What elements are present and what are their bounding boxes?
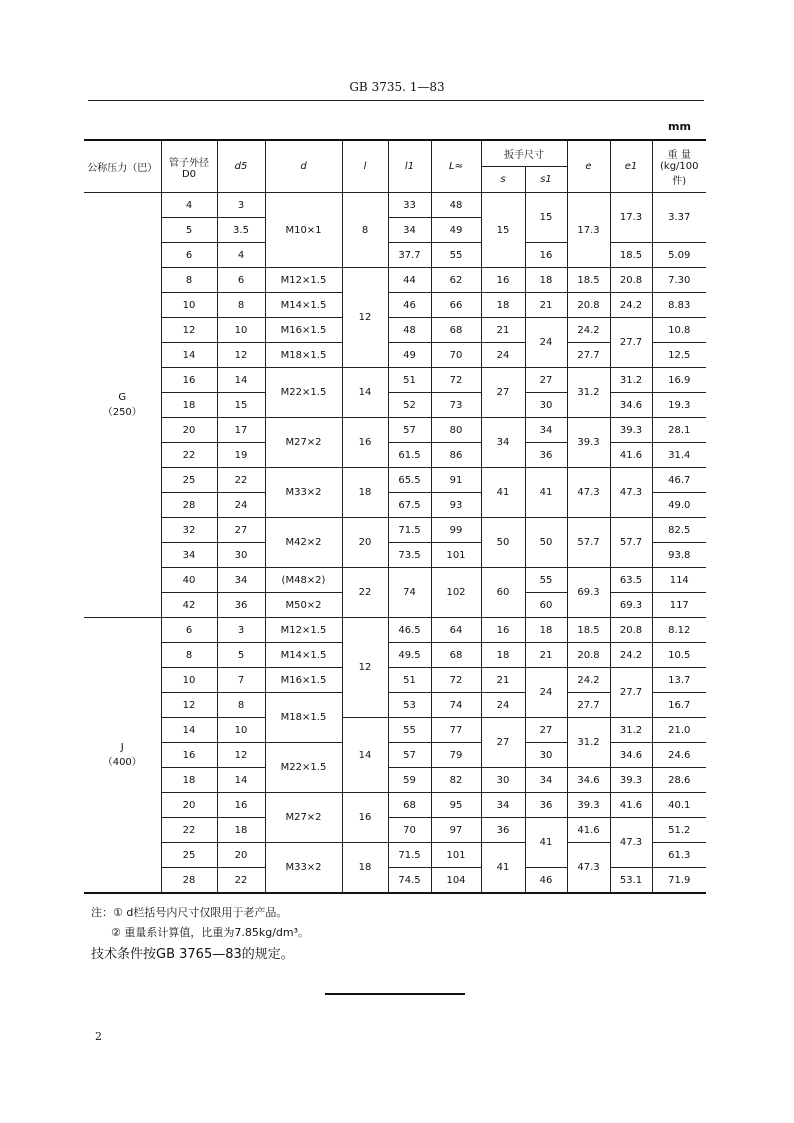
table-cell: 18 (161, 768, 217, 793)
table-cell: 8 (217, 693, 265, 718)
table-cell: 27 (217, 518, 265, 543)
table-cell: 22 (342, 568, 388, 618)
table-cell: 97 (431, 818, 481, 843)
cell-L: 48 (431, 193, 481, 218)
table-cell: 34.6 (567, 768, 610, 793)
table-cell: 31.4 (652, 443, 706, 468)
table-cell: 27.7 (567, 343, 610, 368)
table-cell: 86 (431, 443, 481, 468)
table-cell: 39.3 (567, 418, 610, 468)
table-cell: 42 (161, 593, 217, 618)
table-cell: 24 (481, 693, 525, 718)
table-cell: 48 (388, 318, 431, 343)
table-cell: 46 (388, 293, 431, 318)
table-cell: 8 (161, 643, 217, 668)
table-row (84, 443, 706, 468)
table-row (84, 643, 706, 668)
table-cell: 14 (342, 718, 388, 793)
table-cell: 27 (481, 718, 525, 768)
table-cell: 25 (161, 843, 217, 868)
table-cell: 15 (217, 393, 265, 418)
table-cell: 41.6 (567, 818, 610, 843)
table-cell: 51.2 (652, 818, 706, 843)
table-cell: 55 (525, 568, 567, 593)
table-cell: 67.5 (388, 493, 431, 518)
table-cell: 27 (525, 368, 567, 393)
table-cell: 57.7 (567, 518, 610, 568)
table-cell: 34.6 (610, 393, 652, 418)
table-row (84, 368, 706, 393)
table-cell: 18 (217, 818, 265, 843)
table-cell: 46.5 (388, 618, 431, 643)
table-cell: 82.5 (652, 518, 706, 543)
table-cell: 68 (388, 793, 431, 818)
table-cell: 32 (161, 518, 217, 543)
table-cell: 49.0 (652, 493, 706, 518)
table-cell: 21 (481, 668, 525, 693)
table-cell: 73.5 (388, 543, 431, 568)
table-cell: 37.7 (388, 243, 431, 268)
table-cell: 31.2 (610, 368, 652, 393)
table-cell: 20 (161, 793, 217, 818)
table-cell: 3 (217, 618, 265, 643)
cell-od: 4 (161, 193, 217, 218)
table-row (84, 668, 706, 693)
table-cell: 18 (342, 843, 388, 894)
table-cell: 69.3 (610, 593, 652, 618)
table-cell: 114 (652, 568, 706, 593)
table-cell: 104 (431, 868, 481, 894)
table-cell: 18 (161, 393, 217, 418)
table-cell: 80 (431, 418, 481, 443)
group-g: G （250） (84, 193, 161, 618)
table-cell: 18 (525, 268, 567, 293)
table-cell: 71.9 (652, 868, 706, 894)
col-l: l (342, 140, 388, 193)
table-cell: 41.6 (610, 443, 652, 468)
table-cell: M12×1.5 (265, 268, 342, 293)
table-cell: 39.3 (567, 793, 610, 818)
table-cell: 24.2 (567, 318, 610, 343)
table-cell: 36 (525, 443, 567, 468)
table-cell: 31.2 (567, 718, 610, 768)
group-j: J （400） (84, 618, 161, 894)
table-cell: M27×2 (265, 793, 342, 843)
col-s1: s1 (525, 167, 567, 193)
table-cell: 5.09 (652, 243, 706, 268)
table-cell: 72 (431, 668, 481, 693)
cell-weight: 3.37 (652, 193, 706, 243)
table-cell: 47.3 (610, 468, 652, 518)
table-cell: 8 (217, 293, 265, 318)
table-cell: M42×2 (265, 518, 342, 568)
table-cell: 17 (217, 418, 265, 443)
table-cell: 55 (431, 243, 481, 268)
table-row (84, 793, 706, 818)
unit-label: mm (668, 120, 691, 133)
table-cell: 24.6 (652, 743, 706, 768)
table-cell: 52 (388, 393, 431, 418)
table-cell: 46.7 (652, 468, 706, 493)
col-d5: d5 (217, 140, 265, 193)
table-cell: 10 (217, 718, 265, 743)
table-cell: 8 (161, 268, 217, 293)
end-rule (325, 993, 465, 995)
table-row (84, 318, 706, 343)
table-row (84, 193, 706, 218)
table-cell: 16.9 (652, 368, 706, 393)
table-cell: 10.8 (652, 318, 706, 343)
table-cell: 99 (431, 518, 481, 543)
table-cell: 20.8 (610, 268, 652, 293)
table-cell: 34 (525, 768, 567, 793)
table-row (84, 818, 706, 843)
table-cell: 34 (217, 568, 265, 593)
table-cell: 39.3 (610, 418, 652, 443)
table-cell: 18.5 (610, 243, 652, 268)
table-cell: M14×1.5 (265, 643, 342, 668)
table-cell: 19.3 (652, 393, 706, 418)
spec-table (84, 139, 706, 894)
table-cell: 79 (431, 743, 481, 768)
table-cell: 60 (525, 593, 567, 618)
table-cell: M18×1.5 (265, 343, 342, 368)
col-e1: e1 (610, 140, 652, 193)
table-cell: 16 (481, 268, 525, 293)
table-cell: 49.5 (388, 643, 431, 668)
table-row (84, 868, 706, 894)
col-od: 管子外径 D0 (161, 140, 217, 193)
cell-s: 15 (481, 193, 525, 268)
table-cell: M22×1.5 (265, 368, 342, 418)
table-cell: 6 (161, 618, 217, 643)
table-cell: 66 (431, 293, 481, 318)
table-cell: 20 (342, 518, 388, 568)
table-cell: 28 (161, 868, 217, 894)
table-cell: 101 (431, 543, 481, 568)
table-cell: 18.5 (567, 268, 610, 293)
col-l1: l1 (388, 140, 431, 193)
table-cell: M16×1.5 (265, 318, 342, 343)
col-L: L≈ (431, 140, 481, 193)
table-cell: M16×1.5 (265, 668, 342, 693)
table-cell: 22 (217, 868, 265, 894)
table-cell: 18 (481, 643, 525, 668)
table-cell: 24 (481, 343, 525, 368)
table-cell: 77 (431, 718, 481, 743)
table-cell: 39.3 (610, 768, 652, 793)
table-cell: 34.6 (610, 743, 652, 768)
table-cell: 25 (161, 468, 217, 493)
table-cell: 21 (481, 318, 525, 343)
table-cell: 14 (217, 768, 265, 793)
table-cell: 13.7 (652, 668, 706, 693)
table-cell: 70 (431, 343, 481, 368)
table-cell: 19 (217, 443, 265, 468)
table-cell: 93 (431, 493, 481, 518)
table-cell: 16 (525, 243, 567, 268)
table-cell: 18 (525, 618, 567, 643)
table-cell: 22 (161, 443, 217, 468)
table-cell: 16 (161, 743, 217, 768)
table-cell: 14 (161, 718, 217, 743)
table-cell: 74.5 (388, 868, 431, 894)
table-cell: 12 (217, 743, 265, 768)
cell-l1: 33 (388, 193, 431, 218)
table-row (84, 418, 706, 443)
table-cell: 18.5 (567, 618, 610, 643)
table-cell: 47.3 (610, 818, 652, 868)
table-cell: 95 (431, 793, 481, 818)
cell-d: M10×1 (265, 193, 342, 268)
table-cell: 8.83 (652, 293, 706, 318)
table-cell: 40.1 (652, 793, 706, 818)
table-cell: 14 (342, 368, 388, 418)
table-cell: 71.5 (388, 843, 431, 868)
table-cell: 20 (217, 843, 265, 868)
table-cell: 73 (431, 393, 481, 418)
cell-e: 17.3 (567, 193, 610, 268)
table-row (84, 718, 706, 743)
table-cell: 27.7 (567, 693, 610, 718)
table-cell: 14 (161, 343, 217, 368)
table-cell: M18×1.5 (265, 693, 342, 743)
table-cell: 41 (481, 843, 525, 894)
table-cell: 69.3 (567, 568, 610, 618)
table-cell: M22×1.5 (265, 743, 342, 793)
table-cell: 46 (525, 868, 567, 894)
table-cell: 117 (652, 593, 706, 618)
tech-condition: 技术条件按GB 3765—83的规定。 (91, 947, 294, 962)
table-cell: 6 (217, 268, 265, 293)
table-cell: 8.12 (652, 618, 706, 643)
table-cell: 22 (217, 468, 265, 493)
header-rule (88, 100, 704, 101)
table-cell: 57 (388, 418, 431, 443)
table-cell: 24 (525, 668, 567, 718)
table-cell: 61.5 (388, 443, 431, 468)
table-cell: 12 (342, 618, 388, 718)
table-cell: 82 (431, 768, 481, 793)
table-cell: 12 (161, 693, 217, 718)
table-cell: 49 (388, 343, 431, 368)
table-cell: 53 (388, 693, 431, 718)
table-cell: 10 (161, 668, 217, 693)
table-cell: 41 (525, 818, 567, 868)
table-cell: 18 (342, 468, 388, 518)
table-row (84, 268, 706, 293)
page-header: GB 3735. 1—83 (349, 80, 445, 94)
table-cell: 27.7 (610, 668, 652, 718)
table-cell: 30 (525, 393, 567, 418)
table-cell: 49 (431, 218, 481, 243)
table-cell: 74 (431, 693, 481, 718)
table-cell: 64 (431, 618, 481, 643)
table-cell: 61.3 (652, 843, 706, 868)
table-cell: 36 (217, 593, 265, 618)
table-cell: 30 (481, 768, 525, 793)
table-cell: M27×2 (265, 418, 342, 468)
table-cell: 68 (431, 643, 481, 668)
table-cell: 60 (481, 568, 525, 618)
table-cell: 24 (217, 493, 265, 518)
table-cell: 72 (431, 368, 481, 393)
table-cell: 10.5 (652, 643, 706, 668)
cell-e1: 17.3 (610, 193, 652, 243)
table-cell: 27 (481, 368, 525, 418)
table-cell: 34 (161, 543, 217, 568)
table-cell: (M48×2) (265, 568, 342, 593)
table-cell: 30 (525, 743, 567, 768)
cell-s1: 15 (525, 193, 567, 243)
table-cell: 21 (525, 643, 567, 668)
table-cell: 47.3 (567, 468, 610, 518)
table-cell: M33×2 (265, 843, 342, 894)
cell-d5: 3 (217, 193, 265, 218)
table-cell: 28.6 (652, 768, 706, 793)
table-cell: 91 (431, 468, 481, 493)
table-cell: 34 (481, 793, 525, 818)
table-cell: M14×1.5 (265, 293, 342, 318)
table-cell: 20.8 (567, 293, 610, 318)
table-cell: 28.1 (652, 418, 706, 443)
table-cell: M50×2 (265, 593, 342, 618)
table-row (84, 518, 706, 543)
table-cell: 65.5 (388, 468, 431, 493)
table-cell: 24.2 (610, 293, 652, 318)
note-1: 注：① d栏括号内尺寸仅限用于老产品。 (91, 906, 288, 919)
table-cell: 62 (431, 268, 481, 293)
table-cell: 31.2 (610, 718, 652, 743)
table-cell: 28 (161, 493, 217, 518)
table-cell: 63.5 (610, 568, 652, 593)
table-cell: 16 (342, 793, 388, 843)
table-cell: 21.0 (652, 718, 706, 743)
table-cell: 7.30 (652, 268, 706, 293)
table-row (84, 618, 706, 643)
table-cell: 57.7 (610, 518, 652, 568)
table-cell: 41 (525, 468, 567, 518)
table-cell: 41 (481, 468, 525, 518)
table-cell: 5 (161, 218, 217, 243)
table-cell: 18 (481, 293, 525, 318)
col-s: s (481, 167, 525, 193)
table-cell: 53.1 (610, 868, 652, 894)
table-cell: 36 (481, 818, 525, 843)
table-cell: 93.8 (652, 543, 706, 568)
table-cell: 14 (217, 368, 265, 393)
table-cell: 34 (388, 218, 431, 243)
table-cell: 20 (161, 418, 217, 443)
table-cell: 55 (388, 718, 431, 743)
table-row (84, 468, 706, 493)
table-cell: 70 (388, 818, 431, 843)
table-cell: 4 (217, 243, 265, 268)
table-cell: 16 (161, 368, 217, 393)
table-cell: 50 (525, 518, 567, 568)
col-d: d (265, 140, 342, 193)
table-cell: 7 (217, 668, 265, 693)
table-cell: 10 (161, 293, 217, 318)
table-cell: 30 (217, 543, 265, 568)
table-cell: 3.5 (217, 218, 265, 243)
table-cell: 71.5 (388, 518, 431, 543)
table-cell: 68 (431, 318, 481, 343)
table-cell: 59 (388, 768, 431, 793)
table-cell: 16 (217, 793, 265, 818)
cell-l: 8 (342, 193, 388, 268)
table-cell: 34 (481, 418, 525, 468)
table-cell: 27.7 (610, 318, 652, 368)
table-cell: 5 (217, 643, 265, 668)
table-cell: 20.8 (610, 618, 652, 643)
table-cell: 44 (388, 268, 431, 293)
note-2: ② 重量系计算值，比重为7.85kg/dm³。 (111, 926, 310, 939)
table-row (84, 768, 706, 793)
table-cell: 50 (481, 518, 525, 568)
table-row (84, 293, 706, 318)
table-cell: 41.6 (610, 793, 652, 818)
table-cell: 20.8 (567, 643, 610, 668)
table-cell: 12 (217, 343, 265, 368)
col-weight: 重 量 (kg/100件) (652, 140, 706, 193)
table-cell: 12.5 (652, 343, 706, 368)
col-pressure: 公称压力（巴） (84, 140, 161, 193)
page-number: 2 (95, 1030, 102, 1043)
table-cell: 22 (161, 818, 217, 843)
table-cell: 101 (431, 843, 481, 868)
table-cell: 40 (161, 568, 217, 593)
table-cell: 31.2 (567, 368, 610, 418)
table-cell: M33×2 (265, 468, 342, 518)
table-row (84, 393, 706, 418)
table-cell: 21 (525, 293, 567, 318)
table-cell: 10 (217, 318, 265, 343)
table-cell: 47.3 (567, 843, 610, 894)
table-row (84, 243, 706, 268)
table-cell: 36 (525, 793, 567, 818)
table-cell: 12 (342, 268, 388, 368)
table-row (84, 568, 706, 593)
table-cell: 24.2 (567, 668, 610, 693)
table-cell: 12 (161, 318, 217, 343)
notes (91, 903, 309, 965)
table-cell: 24.2 (610, 643, 652, 668)
table-row (84, 743, 706, 768)
table-cell: 57 (388, 743, 431, 768)
table-cell: 16 (481, 618, 525, 643)
table-cell: M12×1.5 (265, 618, 342, 643)
col-e: e (567, 140, 610, 193)
table-cell: 6 (161, 243, 217, 268)
table-cell: 51 (388, 368, 431, 393)
col-wrench: 扳手尺寸 (481, 140, 567, 167)
table-cell: 27 (525, 718, 567, 743)
table-cell: 24 (525, 318, 567, 368)
table-cell: 16.7 (652, 693, 706, 718)
table-cell: 51 (388, 668, 431, 693)
table-cell: 74 (388, 568, 431, 618)
table-cell: 16 (342, 418, 388, 468)
table-cell: 34 (525, 418, 567, 443)
table-cell: 102 (431, 568, 481, 618)
